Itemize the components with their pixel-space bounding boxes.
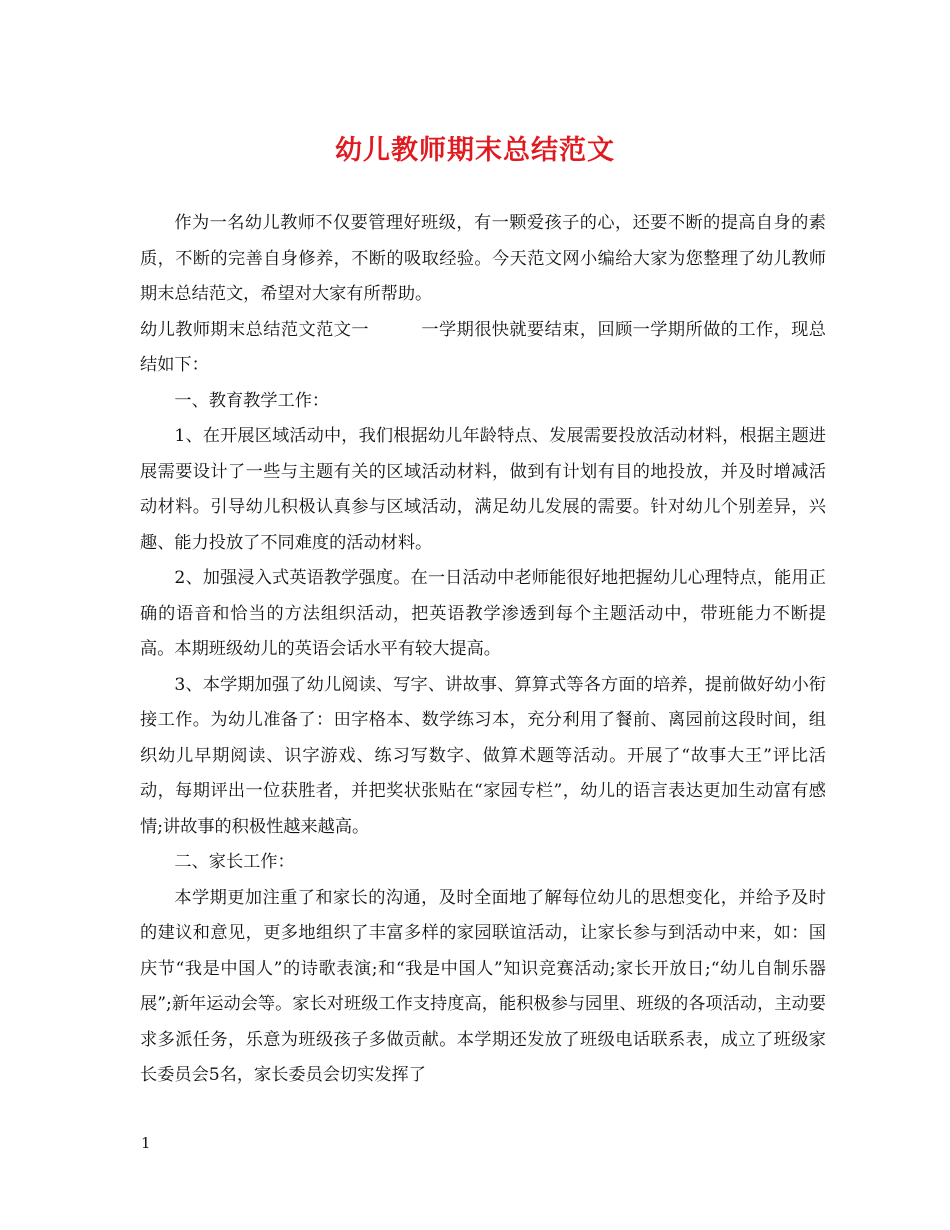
intro-paragraph: 作为一名幼儿教师不仅要管理好班级，有一颗爱孩子的心，还要不断的提高自身的素质，不断的完善自身修养，不断的吸取经验。今天范文网小编给大家为您整理了幼儿教师期末总结范文，希望对大家有所帮助。 (140, 213, 826, 304)
page-number: 1 (141, 1134, 151, 1152)
document-body (140, 206, 826, 1094)
section1-paragraph-3: 3、本学期加强了幼儿阅读、写字、讲故事、算算式等各方面的培养，提前做好幼小衔接工作。为幼儿准备了：田字格本、数学练习本，充分利用了餐前、离园前这段时间，组织幼儿早期阅读、识字游戏、练习写数字、做算术题等活动。开展了“故事大王”评比活动，每期评出一位获胜者，并把奖状张贴在“家园专栏”，幼儿的语言表达更加生动富有感情;讲故事的积极性越来越高。 (140, 674, 826, 837)
sample-opening: 一学期很快就要结束，回顾一学期所做的工作，现总结如下： (140, 319, 826, 375)
document-title: 幼儿教师期末总结范文 (335, 135, 615, 166)
sample-heading: 幼儿教师期末总结范文范文一 (140, 319, 369, 340)
section2-heading: 二、家长工作： (174, 852, 295, 872)
section2-paragraph-1: 本学期更加注重了和家长的沟通，及时全面地了解每位幼儿的思想变化，并给予及时的建议和意见，更多地组织了丰富多样的家园联谊活动，让家长参与到活动中来，如：国庆节“我是中国人”的诗歌表演;和“我是中国人”知识竞赛活动;家长开放日;“幼儿自制乐器展”;新年运动会等。家长对班级工作支持度高，能积极参与园里、班级的各项活动，主动要求多派任务，乐意为班级孩子多做贡献。本学期还发放了班级电话联系表，成立了班级家长委员会5名，家长委员会切实发挥了 (140, 887, 826, 1085)
section1-paragraph-1: 1、在开展区域活动中，我们根据幼儿年龄特点、发展需要投放活动材料，根据主题进展需要设计了一些与主题有关的区域活动材料，做到有计划有目的地投放，并及时增减活动材料。引导幼儿积极认真参与区域活动，满足幼儿发展的需要。针对幼儿个别差异，兴趣、能力投放了不同难度的活动材料。 (140, 426, 826, 553)
section1-paragraph-2: 2、加强浸入式英语教学强度。在一日活动中老师能很好地把握幼儿心理特点，能用正确的语音和恰当的方法组织活动，把英语教学渗透到每个主题活动中，带班能力不断提高。本期班级幼儿的英语会话水平有较大提高。 (140, 568, 826, 659)
sample-heading-paragraph (140, 313, 826, 384)
section1-heading: 一、教育教学工作： (174, 390, 330, 411)
